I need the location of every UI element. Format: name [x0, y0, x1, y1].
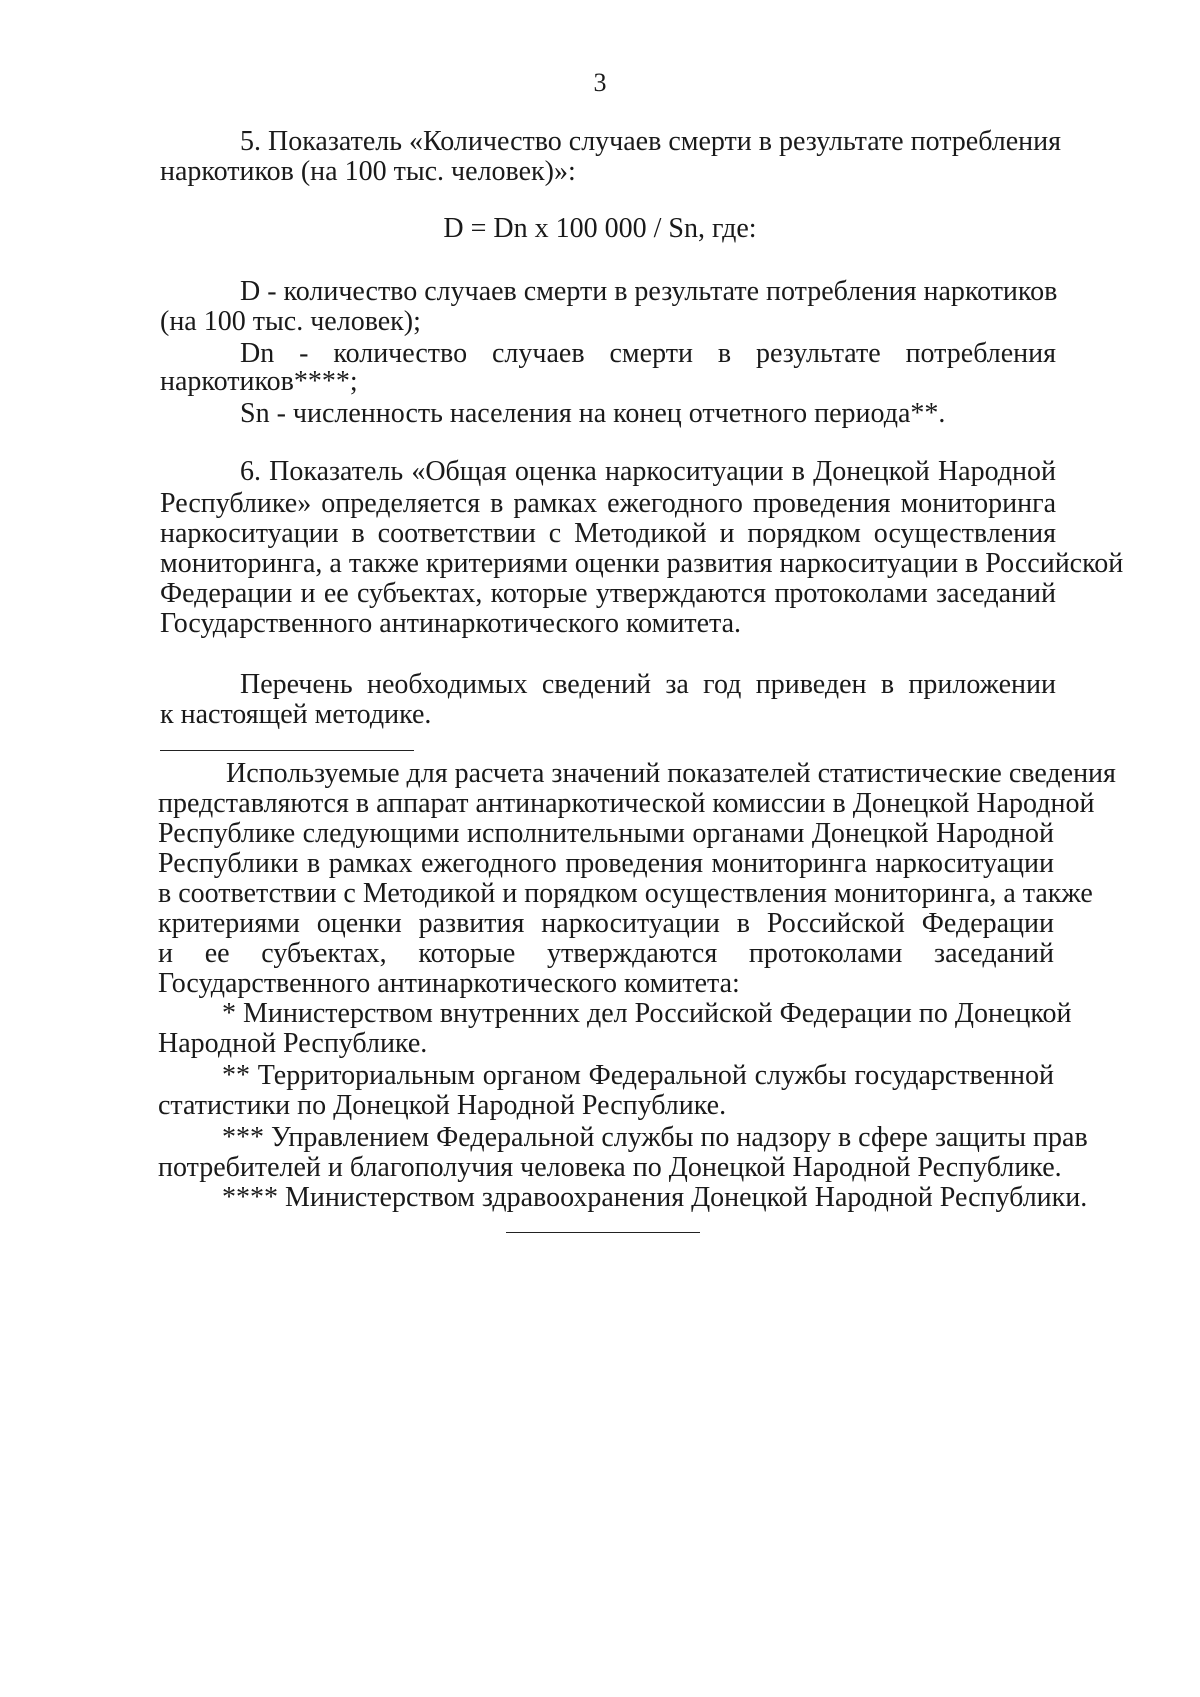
footnote-intro-line: Республике следующими исполнительными органами Донецкой Народной [158, 818, 1054, 849]
definition-line: D - количество случаев смерти в результате потребления наркотиков [240, 276, 1058, 307]
footnote-intro-line: Республики в рамках ежегодного проведения мониторинга наркоситуации [158, 848, 1054, 879]
footnote-intro-line: и ее субъектах, которые утверждаются протоколами заседаний [158, 938, 1054, 969]
paragraph-6-line: Республике» определяется в рамках ежегодного проведения мониторинга [160, 488, 1056, 519]
footnote-item-line: потребителей и благополучия человека по Донецкой Народной Республике. [158, 1152, 1062, 1183]
paragraph-6-line: Федерации и ее субъектах, которые утверждаются протоколами заседаний [160, 578, 1056, 609]
definition-line: Dn - количество случаев смерти в результате потребления [240, 338, 1056, 369]
paragraph-6-line: наркоситуации в соответствии с Методикой и порядком осуществления [160, 518, 1056, 549]
paragraph-6-line: 6. Показатель «Общая оценка наркоситуации в Донецкой Народной [240, 456, 1056, 487]
footnote-item-line: **** Министерством здравоохранения Донецкой Народной Республики. [222, 1182, 1088, 1213]
definition-line: (на 100 тыс. человек); [160, 306, 421, 337]
footnote-separator [160, 750, 414, 751]
footnote-intro-line: представляются в аппарат антинаркотической комиссии в Донецкой Народной [158, 788, 1095, 819]
closing-rule [506, 1232, 700, 1233]
footnote-item-line: *** Управлением Федеральной службы по надзору в сфере защиты прав [222, 1122, 1088, 1153]
footnote-intro-line: Государственного антинаркотического комитета: [158, 968, 740, 999]
paragraph-5-line: наркотиков (на 100 тыс. человек)»: [160, 156, 576, 187]
page-number: 3 [593, 68, 607, 97]
footnote-intro-line: Используемые для расчета значений показателей статистические сведения [226, 758, 1116, 789]
footnote-item-line: статистики по Донецкой Народной Республике. [158, 1090, 727, 1121]
paragraph-5-line: 5. Показатель «Количество случаев смерти в результате потребления [240, 126, 1062, 157]
appendix-note-line: Перечень необходимых сведений за год приведен в приложении [240, 669, 1056, 700]
formula: D = Dn x 100 000 / Sn, где: [443, 213, 757, 244]
appendix-note-line: к настоящей методике. [160, 699, 432, 730]
paragraph-6-line: Государственного антинаркотического комитета. [160, 608, 741, 639]
footnote-item-line: * Министерством внутренних дел Российской Федерации по Донецкой [222, 998, 1072, 1029]
footnote-intro-line: в соответствии с Методикой и порядком осуществления мониторинга, а также [158, 878, 1093, 909]
footnote-intro-line: критериями оценки развития наркоситуации в Российской Федерации [158, 908, 1054, 939]
footnote-item-line: Народной Республике. [158, 1028, 428, 1059]
definition-line: наркотиков****; [160, 366, 358, 397]
definition-line: Sn - численность населения на конец отчетного периода**. [240, 398, 946, 429]
paragraph-6-line: мониторинга, а также критериями оценки развития наркоситуации в Российской [160, 548, 1124, 579]
footnote-item-line: ** Территориальным органом Федеральной службы государственной [222, 1060, 1054, 1091]
